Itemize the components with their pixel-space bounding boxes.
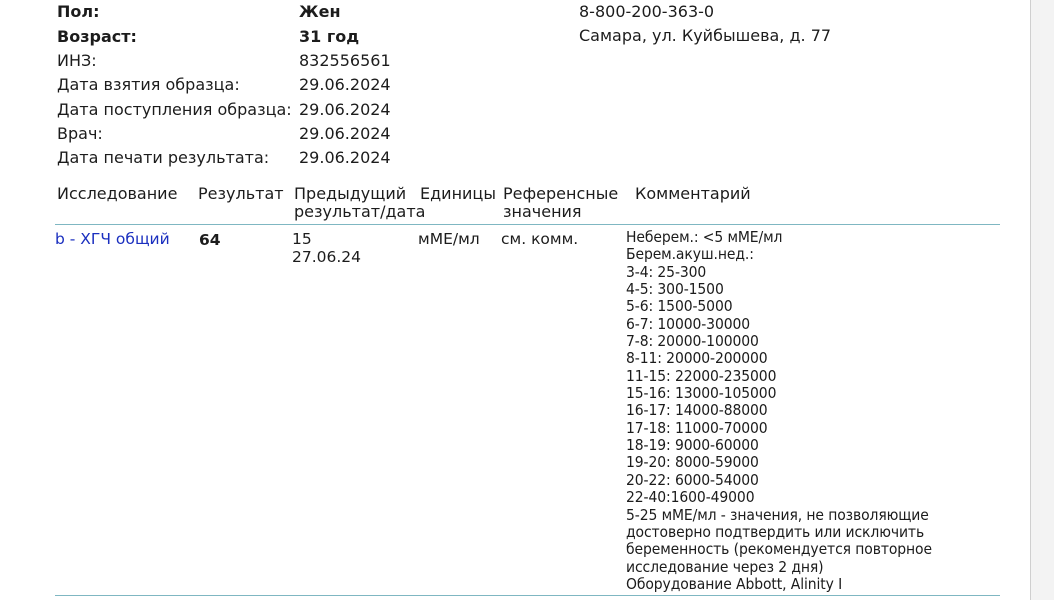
comment-line: 20-22: 6000-54000 — [626, 470, 759, 489]
comment-line: достоверно подтвердить или исключить — [626, 522, 925, 541]
lab-address: Самара, ул. Куйбышева, д. 77 — [579, 26, 832, 45]
doctor-value: 29.06.2024 — [299, 124, 391, 143]
comment-line: Неберем.: <5 мМЕ/мл — [626, 228, 783, 246]
previous-date: 27.06.24 — [292, 248, 362, 266]
inz-value: 832556561 — [299, 51, 391, 70]
sample-received-label: Дата поступления образца: — [57, 100, 292, 119]
header-previous — [294, 185, 425, 221]
inz-label: ИНЗ: — [57, 51, 97, 70]
sample-received-value: 29.06.2024 — [299, 100, 391, 119]
comment-line: 15-16: 13000-105000 — [626, 384, 777, 403]
gender-value: Жен — [299, 2, 341, 21]
gender-label: Пол: — [57, 2, 100, 21]
header-comment: Комментарий — [635, 184, 751, 203]
test-comment — [626, 229, 932, 593]
header-reference-line2: значения — [503, 202, 582, 221]
sample-taken-label: Дата взятия образца: — [57, 75, 240, 94]
lab-phone: 8-800-200-363-0 — [579, 2, 715, 21]
age-label: Возраст: — [57, 27, 137, 46]
previous-value: 15 — [292, 230, 312, 248]
print-date-value: 29.06.2024 — [299, 148, 391, 167]
row-divider — [55, 595, 1000, 596]
comment-line: 16-17: 14000-88000 — [626, 401, 768, 420]
comment-line: 5-25 мМЕ/мл - значения, не позволяющие — [626, 505, 929, 524]
comment-line: 5-6: 1500-5000 — [626, 297, 733, 316]
comment-line: 4-5: 300-1500 — [626, 280, 724, 299]
header-divider — [55, 224, 1000, 225]
header-previous-line2: результат/дата — [294, 202, 426, 221]
doctor-label: Врач: — [57, 124, 103, 143]
comment-line: 22-40:1600-49000 — [626, 488, 755, 507]
header-test: Исследование — [57, 184, 178, 203]
header-reference-line1: Референсные — [503, 184, 619, 203]
comment-line: 11-15: 22000-235000 — [626, 366, 777, 385]
comment-line: 19-20: 8000-59000 — [626, 453, 759, 472]
comment-line: исследование через 2 дня) — [626, 557, 824, 576]
test-reference: см. комм. — [501, 230, 579, 248]
age-value: 31 год — [299, 27, 360, 46]
comment-line: 18-19: 9000-60000 — [626, 436, 759, 455]
comment-line: Берем.акуш.нед.: — [626, 245, 754, 264]
comment-line: 8-11: 20000-200000 — [626, 349, 768, 368]
comment-line: 7-8: 20000-100000 — [626, 332, 759, 351]
comment-line: 6-7: 10000-30000 — [626, 314, 751, 333]
header-result: Результат — [198, 184, 284, 203]
header-reference — [503, 185, 618, 221]
comment-line: 17-18: 11000-70000 — [626, 418, 768, 437]
comment-line: 3-4: 25-300 — [626, 262, 707, 281]
header-units: Единицы — [420, 184, 496, 203]
test-units: мМЕ/мл — [418, 230, 480, 248]
print-date-label: Дата печати результата: — [57, 148, 270, 167]
test-name: b - ХГЧ общий — [55, 230, 170, 248]
comment-line: беременность (рекомендуется повторное — [626, 540, 932, 559]
comment-line: Оборудование Abbott, Alinity I — [626, 574, 843, 593]
page-edge — [1030, 0, 1054, 600]
header-previous-line1: Предыдущий — [294, 184, 407, 203]
test-result: 64 — [199, 231, 221, 249]
sample-taken-value: 29.06.2024 — [299, 75, 391, 94]
